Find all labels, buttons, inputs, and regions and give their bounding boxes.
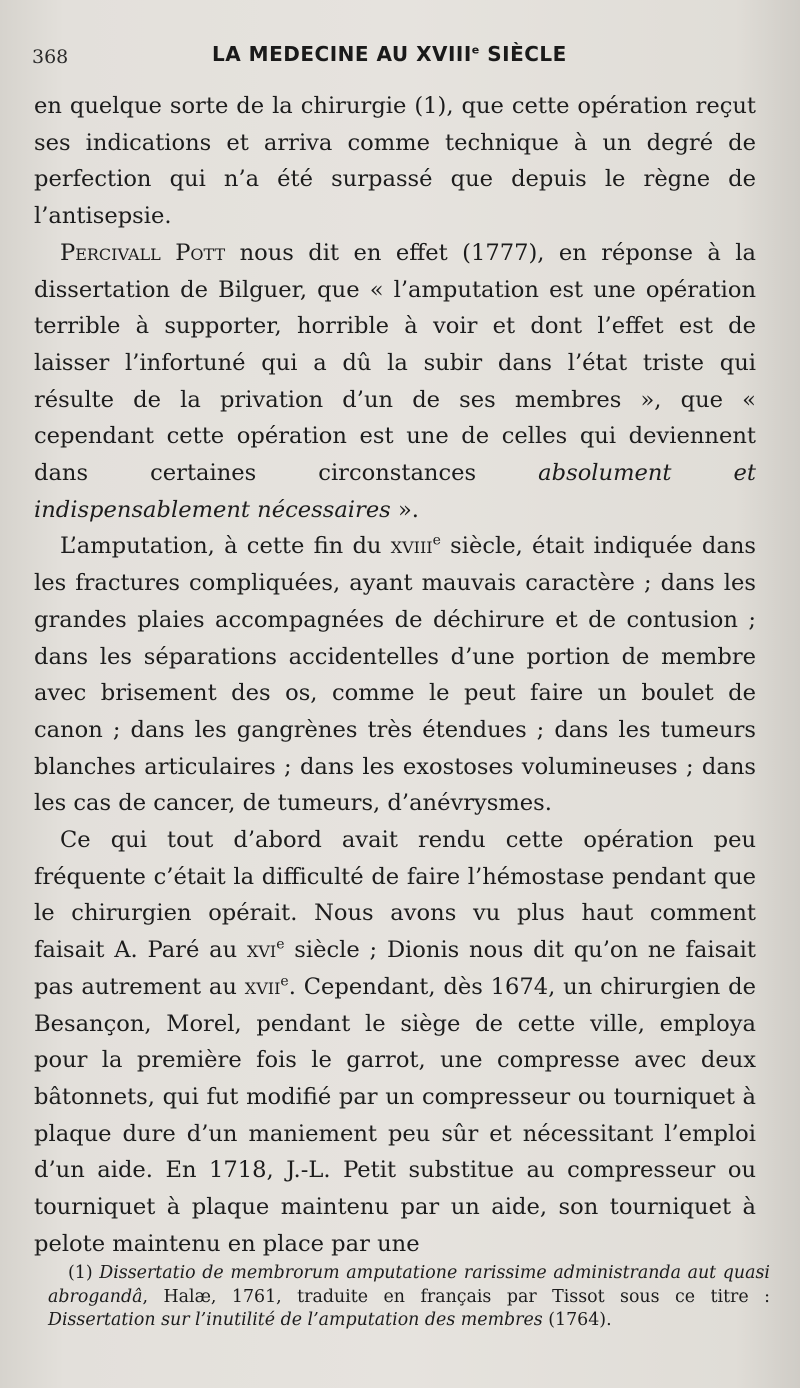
author-name: Percivall Pott (60, 239, 226, 266)
paragraph-3: L’amputation, à cette fin du xviii$^e$ siècle, était indiquée dans les fractures compliquées, ayant mauvais caractère ; dans les grandes plaies accompagnées de déchirure et de contusion ; dans les séparations accidentelles d’une portion de membre avec brisement des os, comme le peut faire un boulet de canon ; dans les gangrènes très étendues ; dans les tumeurs blanches articulaires ; dans les exostoses volumineuses ; dans les cas de cancer, de tumeurs, d’anévrysmes. (34, 532, 756, 817)
footnote-1: (1) Dissertatio de membrorum amputatione rarissime administranda aut quasi abrogandâ, Halæ, 1761, traduite en français par Tissot sous ce titre : Dissertation sur l’inutilité de l’amputation des membres (1764). (48, 1263, 770, 1330)
footnotes (48, 1262, 770, 1333)
paragraph-4: Ce qui tout d’abord avait rendu cette opération peu fréquente c’était la difficulté de faire l’hémostase pendant que le chirurgien opérait. Nous avons vu plus haut comment faisait A. Paré au xvi$^e$ siècle ; Dionis nous dit qu’on ne faisait pas autrement au xvii$^e$. Cependant, dès 1674, un chirurgien de Besançon, Morel, pendant le siège de cette ville, employa pour la première fois le garrot, une compresse avec deux bâtonnets, qui fut modifié par un compresseur ou tourniquet à plaque dure d’un maniement peu sûr et nécessitant l’emploi d’un aide. En 1718, J.-L. Petit substitue au compresseur ou tourniquet à plaque maintenu par un aide, son tourniquet à pelote maintenu en place par une (34, 827, 756, 1257)
running-title: LA MEDECINE AU XVIIIe SIÈCLE (212, 42, 567, 66)
italic-quote: absolument et indispensablement nécessaires (34, 460, 757, 523)
paragraph-1: en quelque sorte de la chirurgie (1), que cette opération reçut ses indications et arriva comme technique à un degré de perfection qui n’a été surpassé que depuis le règne de l’antisepsie. (34, 93, 756, 230)
paragraph-2: Percivall Pott nous dit en effet (1777), en réponse à la dissertation de Bilguer, que « l’amputation est une opération terrible à supporter, horrible à voir et dont l’effet est de laisser l’infortuné qui a dû la subir dans l’état triste qui résulte de la privation d’un de ses membres », que « cependant cette opération est une de celles qui deviennent dans certaines circonstances absolument et indispensablement nécessaires ». (34, 239, 757, 523)
page-number: 368 (32, 46, 69, 68)
running-header (32, 40, 762, 76)
body-text (34, 88, 756, 1263)
